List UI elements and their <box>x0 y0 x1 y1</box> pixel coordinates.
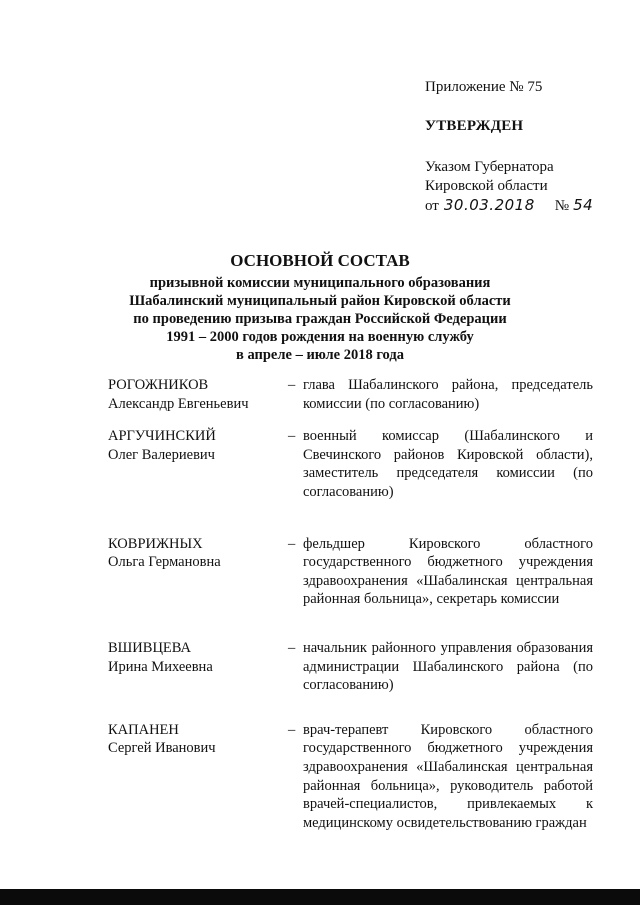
member-surname: РОГОЖНИКОВ <box>108 377 209 393</box>
subtitle-line: в апреле – июле 2018 года <box>236 347 404 363</box>
member-position: врач-терапевт Кировского областного государственного бюджетного учреждения здравоохранения «Шабалинская центральная районная больница», руководитель работой врачей-специалистов, привлекаемых к медицинскому освидетельствованию граждан <box>303 721 593 831</box>
member-position: глава Шабалинского района, председатель комиссии (по согласованию) <box>303 377 593 412</box>
member-name <box>108 721 283 758</box>
member-name <box>108 639 283 676</box>
document-subtitle <box>60 274 580 364</box>
member-position: фельдшер Кировского областного государственного бюджетного учреждения здравоохранения «Шабалинская центральная районная больница», секретарь комиссии <box>303 535 593 608</box>
member-entry <box>108 639 593 695</box>
member-entry <box>108 535 593 609</box>
subtitle-line: Шабалинский муниципальный район Кировской области <box>129 293 511 309</box>
decree-reference <box>425 158 625 216</box>
decree-date-line <box>425 196 625 216</box>
member-name <box>108 535 283 572</box>
member-surname: КАПАНЕН <box>108 721 179 738</box>
dash-separator: – <box>288 639 296 656</box>
members-list <box>108 376 593 832</box>
member-surname: КОВРИЖНЫХ <box>108 535 203 552</box>
member-entry <box>108 721 593 833</box>
dash-separator: – <box>288 721 296 738</box>
approved-stamp-text: УТВЕРЖДЕН <box>425 118 524 134</box>
subtitle-line: по проведению призыва граждан Российской Федерации <box>133 311 507 327</box>
handwritten-date: 30.03.2018 <box>443 196 535 214</box>
subtitle-line: призывной комиссии муниципального образования <box>149 275 491 291</box>
member-entry <box>108 376 593 413</box>
decree-line-2: Кировской области <box>425 178 548 194</box>
document-title: ОСНОВНОЙ СОСТАВ <box>230 251 410 270</box>
handwritten-number: 54 <box>573 196 594 214</box>
member-given-names: Ольга Германовна <box>108 554 221 571</box>
dash-separator: – <box>288 377 296 393</box>
approval-block <box>425 78 625 216</box>
member-given-names: Александр Евгеньевич <box>108 395 249 412</box>
dash-separator: – <box>288 535 296 552</box>
member-name <box>108 376 283 413</box>
subtitle-line: 1991 – 2000 годов рождения на военную службу <box>166 329 474 345</box>
dash-separator: – <box>288 428 296 445</box>
member-entry <box>108 427 593 501</box>
decree-line-1: Указом Губернатора <box>425 159 554 175</box>
member-given-names: Сергей Иванович <box>108 740 216 757</box>
member-position: военный комиссар (Шабалинского и Свечинского районов Кировской области), заместитель председателя комиссии (по согласованию) <box>303 428 593 500</box>
member-position: начальник районного управления образования администрации Шабалинского района (по согласованию) <box>303 639 593 694</box>
date-prefix: от <box>425 198 439 214</box>
member-given-names: Ирина Михеевна <box>108 658 213 675</box>
document-title-block <box>60 250 580 364</box>
member-surname: АРГУЧИНСКИЙ <box>108 428 216 445</box>
appendix-number: Приложение № 75 <box>425 79 543 95</box>
member-surname: ВШИВЦЕВА <box>108 639 191 656</box>
scan-edge-bar <box>0 889 640 905</box>
member-name <box>108 427 283 464</box>
number-label: № <box>554 198 570 214</box>
member-given-names: Олег Валериевич <box>108 446 215 463</box>
